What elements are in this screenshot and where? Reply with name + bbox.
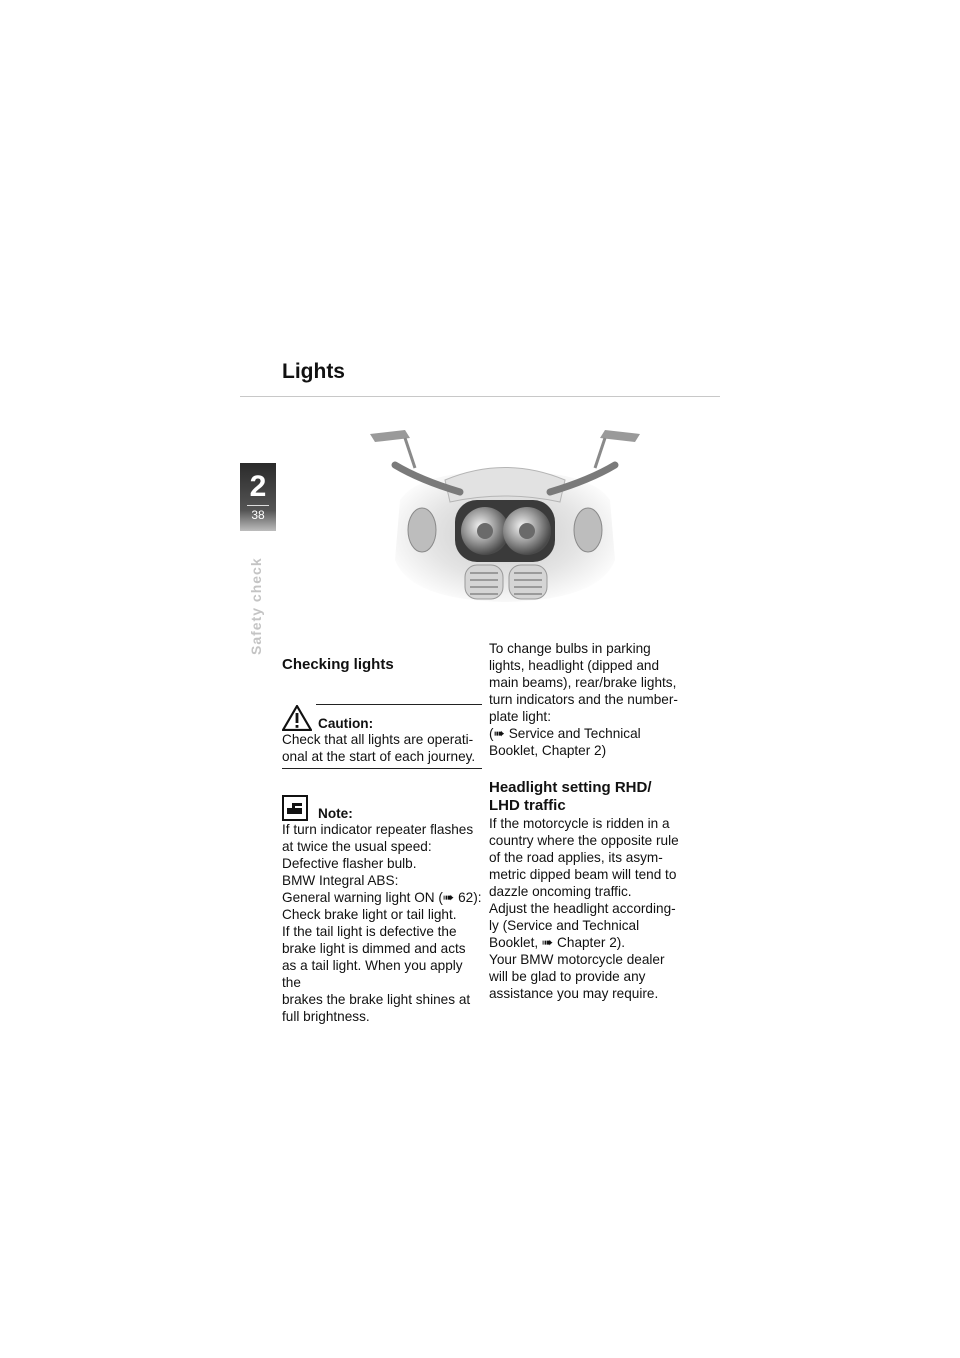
note-line: at twice the usual speed: xyxy=(282,839,432,854)
note-line: brakes the brake light shines at xyxy=(282,992,471,1007)
body-line: Booklet, ➠ Chapter 2). xyxy=(489,935,626,950)
caution-callout xyxy=(282,704,482,769)
caution-text xyxy=(282,731,482,769)
body-line: country where the opposite rule xyxy=(489,833,679,848)
note-callout xyxy=(282,791,482,1025)
bulb-line: (➠ Service and Technical xyxy=(489,726,641,741)
caution-line: onal at the start of each journey. xyxy=(282,749,476,764)
warning-triangle-icon xyxy=(282,705,312,731)
note-line: full brightness. xyxy=(282,1009,370,1024)
caution-line: Check that all lights are operati- xyxy=(282,732,474,747)
left-column xyxy=(282,656,482,1025)
note-line: as a tail light. When you apply the xyxy=(282,958,463,990)
body-line: Adjust the headlight according- xyxy=(489,901,676,916)
section-side-label: Safety check xyxy=(248,557,264,655)
bulb-line: To change bulbs in parking xyxy=(489,641,651,656)
headlight-setting-heading xyxy=(489,779,695,815)
note-line: Defective flasher bulb. xyxy=(282,856,417,871)
bulb-line: Booklet, Chapter 2) xyxy=(489,743,607,758)
body-line: ly (Service and Technical xyxy=(489,918,640,933)
note-line: brake light is dimmed and acts xyxy=(282,941,466,956)
note-label: Note: xyxy=(318,806,353,821)
right-column xyxy=(489,640,695,1002)
chapter-tab-separator xyxy=(247,505,269,506)
bulb-line: main beams), rear/brake lights, xyxy=(489,675,677,690)
caution-rule xyxy=(316,704,482,705)
checking-lights-heading: Checking lights xyxy=(282,656,394,673)
note-hand-icon xyxy=(282,795,308,821)
page-title: Lights xyxy=(282,360,345,383)
note-line: If turn indicator repeater flashes xyxy=(282,822,474,837)
bulb-line: plate light: xyxy=(489,709,551,724)
body-line: will be glad to provide any xyxy=(489,969,646,984)
motorcycle-front-headlight-illustration xyxy=(360,420,650,620)
body-line: dazzle oncoming traffic. xyxy=(489,884,632,899)
note-line: General warning light ON (➠ 62): xyxy=(282,890,482,905)
chapter-tab xyxy=(240,463,276,531)
bulb-line: turn indicators and the number- xyxy=(489,692,678,707)
title-divider xyxy=(240,396,720,397)
body-line: If the motorcycle is ridden in a xyxy=(489,816,670,831)
caution-label: Caution: xyxy=(318,716,374,731)
note-line: Check brake light or tail light. xyxy=(282,907,457,922)
note-line: BMW Integral ABS: xyxy=(282,873,399,888)
heading-line: LHD traffic xyxy=(489,797,566,814)
body-line: metric dipped beam will tend to xyxy=(489,867,677,882)
note-line: If the tail light is defective the xyxy=(282,924,457,939)
heading-line: Headlight setting RHD/ xyxy=(489,779,652,796)
body-line: assistance you may require. xyxy=(489,986,659,1001)
body-line: of the road applies, its asym- xyxy=(489,850,663,865)
bulb-line: lights, headlight (dipped and xyxy=(489,658,660,673)
bulb-change-paragraph xyxy=(489,640,695,759)
body-line: Your BMW motorcycle dealer xyxy=(489,952,665,967)
headlight-setting-paragraph xyxy=(489,815,695,1002)
note-text xyxy=(282,821,482,1025)
page-number: 38 xyxy=(251,508,265,522)
chapter-number: 2 xyxy=(249,470,267,503)
